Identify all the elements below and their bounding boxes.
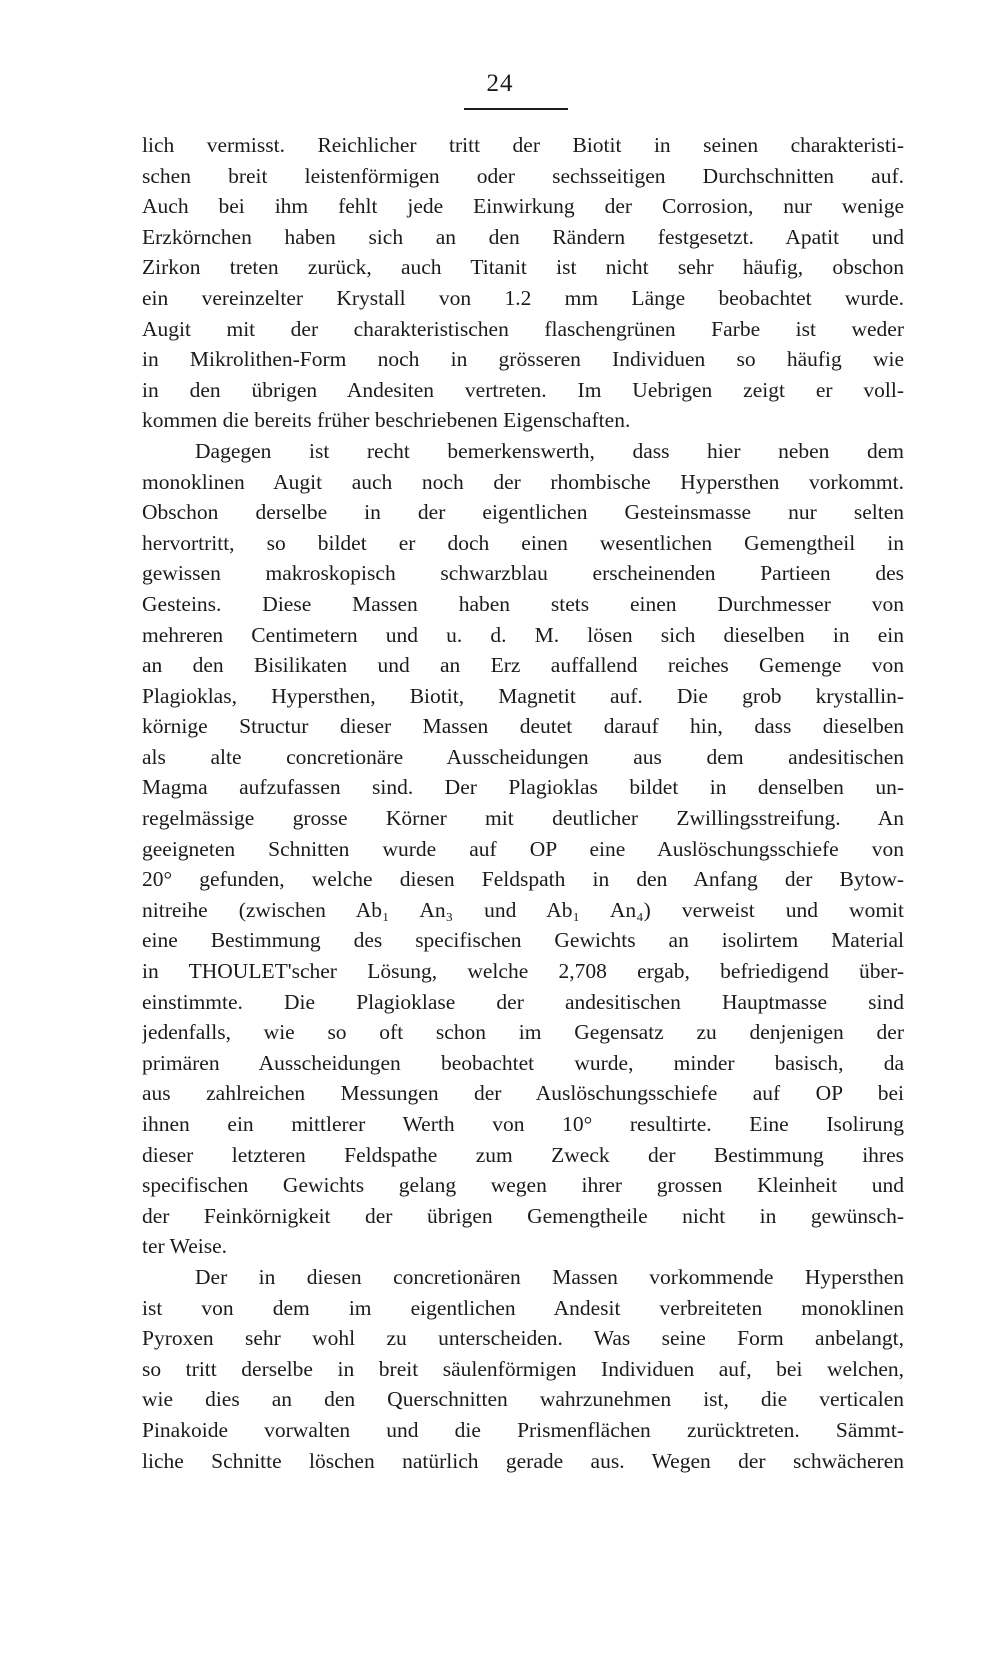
text-line: mehreren Centimetern und u. d. M. lösen sich dieselben in ein (142, 622, 904, 647)
text-line: in Mikrolithen-Form noch in grösseren Individuen so häufig wie (142, 347, 904, 372)
text-line: aus zahlreichen Messungen der Auslöschungsschiefe auf OP bei (142, 1081, 904, 1106)
text-line: gewissen makroskopisch schwarzblau erscheinenden Partieen des (142, 561, 904, 586)
text-line: primären Ausscheidungen beobachtet wurde, minder basisch, da (142, 1050, 904, 1075)
text-line: ihnen ein mittlerer Werth von 10° resultirte. Eine Isolirung (142, 1112, 904, 1136)
text-line: schen breit leistenförmigen oder sechsseitigen Durchschnitten auf. (142, 163, 904, 188)
text-line: an den Bisilikaten und an Erz auffallend reiches Gemenge von (142, 653, 904, 678)
text-line: der Feinkörnigkeit der übrigen Gemengtheile nicht in gewünsch- (142, 1203, 904, 1228)
text-line: monoklinen Augit auch noch der rhombische Hypersthen vorkommt. (142, 469, 904, 494)
text-line: geeigneten Schnitten wurde auf OP eine Auslöschungsschiefe von (142, 836, 904, 861)
page-number: 24 (486, 70, 514, 97)
text-line: Pinakoide vorwalten und die Prismenflächen zurücktreten. Sämmt- (142, 1417, 904, 1442)
text-line: Pyroxen sehr wohl zu unterscheiden. Was seine Form anbelangt, (142, 1326, 904, 1351)
text-line: jedenfalls, wie so oft schon im Gegensatz zu denjenigen der (142, 1020, 904, 1045)
text-line: dieser letzteren Feldspathe zum Zweck der Bestimmung ihres (142, 1142, 904, 1167)
header-rule (464, 108, 568, 110)
text-line: ter Weise. (142, 1234, 228, 1259)
text-line: lich vermisst. Reichlicher tritt der Biotit in seinen charakteristi- (142, 133, 904, 157)
text-line: Obschon derselbe in der eigentlichen Gesteinsmasse nur selten (142, 500, 904, 525)
text-line: Magma aufzufassen sind. Der Plagioklas bildet in denselben un- (142, 775, 904, 800)
text-line: Zirkon treten zurück, auch Titanit ist nicht sehr häufig, obschon (142, 255, 904, 280)
text-line: specifischen Gewichts gelang wegen ihrer grossen Kleinheit und (142, 1173, 904, 1198)
text-line: Auch bei ihm fehlt jede Einwirkung der Corrosion, nur wenige (142, 194, 904, 219)
text-line: 20° gefunden, welche diesen Feldspath in den Anfang der Bytow- (142, 867, 904, 892)
text-line: als alte concretionäre Ausscheidungen aus dem andesitischen (142, 744, 904, 769)
text-line: regelmässige grosse Körner mit deutlicher Zwillingsstreifung. An (142, 806, 904, 831)
text-line: ein vereinzelter Krystall von 1.2 mm Länge beobachtet wurde. (142, 285, 904, 310)
text-line: ist von dem im eigentlichen Andesit verbreiteten monoklinen (142, 1295, 904, 1320)
text-line: in den übrigen Andesiten vertreten. Im Uebrigen zeigt er voll- (142, 377, 904, 402)
text-line: Erzkörnchen haben sich an den Rändern festgesetzt. Apatit und (142, 224, 904, 249)
text-line: wie dies an den Querschnitten wahrzunehmen ist, die verticalen (142, 1387, 904, 1412)
text-line: hervortritt, so bildet er doch einen wesentlichen Gemengtheil in (142, 530, 904, 555)
text-line: nitreihe (zwischen Ab₁ An₃ und Ab₁ An₄) verweist und womit (142, 897, 904, 922)
body-text (142, 130, 904, 1476)
text-line: so tritt derselbe in breit säulenförmigen Individuen auf, bei welchen, (142, 1356, 904, 1381)
text-line: liche Schnitte löschen natürlich gerade aus. Wegen der schwächeren (142, 1448, 904, 1473)
text-line: eine Bestimmung des specifischen Gewichts an isolirtem Material (142, 928, 904, 953)
text-line: einstimmte. Die Plagioklase der andesitischen Hauptmasse sind (142, 989, 904, 1014)
text-line: Dagegen ist recht bemerkenswerth, dass hier neben dem (195, 438, 904, 463)
text-line: Plagioklas, Hypersthen, Biotit, Magnetit auf. Die grob krystallin- (142, 683, 904, 708)
text-line: körnige Structur dieser Massen deutet darauf hin, dass dieselben (142, 714, 904, 739)
text-line: Gesteins. Diese Massen haben stets einen Durchmesser von (142, 591, 904, 616)
text-line: Augit mit der charakteristischen flaschengrünen Farbe ist weder (142, 316, 904, 341)
text-line: in THOULET'scher Lösung, welche 2,708 ergab, befriedigend über- (142, 959, 904, 984)
text-line: kommen die bereits früher beschriebenen Eigenschaften. (142, 408, 631, 433)
text-line: Der in diesen concretionären Massen vorkommende Hypersthen (195, 1264, 904, 1289)
